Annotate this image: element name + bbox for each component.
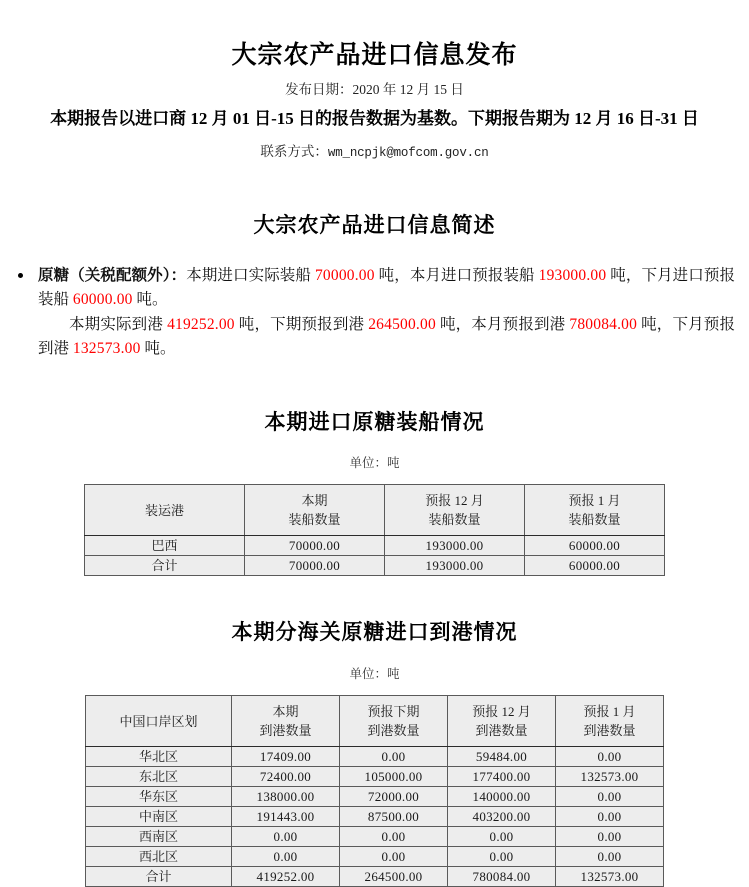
p1-text-4: 吨。	[132, 291, 168, 308]
table-header-row	[85, 485, 665, 536]
table-row	[86, 827, 664, 847]
table-cell-value: 70000.00	[245, 556, 385, 576]
report-period-note: 本期报告以进口商 12 月 01 日-15 日的报告数据为基数。下期报告期为 12 月 16 日-31 日	[50, 109, 699, 128]
publish-date: 发布日期：2020 年 12 月 15 日	[285, 82, 464, 97]
header-line-1: 预报 12 月	[425, 493, 484, 508]
p2-text-5: 吨。	[140, 340, 176, 357]
bullet-dot-icon	[18, 273, 23, 278]
table-row	[85, 556, 665, 576]
table-cell-value: 0.00	[556, 847, 664, 867]
month-forecast-arrival-value: 780084.00	[569, 316, 638, 333]
table-cell-value: 193000.00	[385, 536, 525, 556]
table-cell-value: 17409.00	[232, 747, 340, 767]
table-cell-value: 70000.00	[245, 536, 385, 556]
table-cell-value: 0.00	[340, 847, 448, 867]
row-label: 巴西	[85, 536, 245, 556]
table-cell-value: 403200.00	[448, 807, 556, 827]
header-line-2: 装船数量	[428, 512, 481, 527]
header-line-2: 装船数量	[568, 512, 621, 527]
row-label-total: 合计	[86, 867, 232, 887]
table-cell-value: 264500.00	[340, 867, 448, 887]
table-cell-value: 72400.00	[232, 767, 340, 787]
row-label: 东北区	[86, 767, 232, 787]
commodity-label: 原糖（关税配额外）：	[38, 267, 187, 284]
column-header	[245, 485, 385, 536]
p2-text-2: 吨，下期预报到港	[234, 316, 369, 333]
header-line-1: 预报 1 月	[583, 704, 636, 719]
table-row	[86, 747, 664, 767]
table-cell-value: 0.00	[448, 847, 556, 867]
contact-label: 联系方式：	[260, 144, 328, 159]
month-forecast-shipment-value: 193000.00	[538, 267, 607, 284]
shipment-heading: 本期进口原糖装船情况	[264, 410, 485, 434]
table-cell-value: 87500.00	[340, 807, 448, 827]
column-header	[385, 485, 525, 536]
arrival-table	[85, 695, 664, 887]
next-month-forecast-shipment-value: 60000.00	[72, 291, 133, 308]
table-cell-value: 177400.00	[448, 767, 556, 787]
summary-bullet-item	[0, 264, 749, 361]
arrival-heading: 本期分海关原糖进口到港情况	[231, 620, 518, 644]
contact-line	[0, 130, 749, 162]
row-label: 华东区	[86, 787, 232, 807]
contact-email: wm_ncpjk@mofcom.gov.cn	[327, 146, 489, 160]
shipment-section	[0, 361, 749, 576]
summary-heading: 大宗农产品进口信息简述	[253, 213, 496, 237]
row-label: 西北区	[86, 847, 232, 867]
header-line-2: 到港数量	[475, 723, 528, 738]
column-header	[525, 485, 665, 536]
table-row	[86, 767, 664, 787]
table-cell-value: 105000.00	[340, 767, 448, 787]
table-cell-value: 132573.00	[556, 767, 664, 787]
next-month-forecast-arrival-value: 132573.00	[72, 340, 141, 357]
table-cell-value: 60000.00	[525, 556, 665, 576]
arrival-unit-caption: 单位：吨	[349, 667, 400, 681]
summary-paragraph-1	[38, 264, 735, 312]
table-row	[86, 847, 664, 867]
table-cell-value: 419252.00	[232, 867, 340, 887]
header-line-2: 到港数量	[583, 723, 636, 738]
table-cell-value: 0.00	[556, 827, 664, 847]
header-line-1: 装运港	[144, 502, 184, 518]
p1-text-2: 吨，本月进口预报装船	[374, 267, 539, 284]
table-cell-value: 0.00	[232, 827, 340, 847]
p1-text-1: 本期进口实际装船	[186, 267, 315, 284]
header-line-2: 到港数量	[259, 723, 312, 738]
table-header-row	[86, 696, 664, 747]
table-cell-value: 0.00	[556, 787, 664, 807]
actual-shipment-value: 70000.00	[314, 267, 375, 284]
row-label: 华北区	[86, 747, 232, 767]
p2-text-3: 吨，本月预报到港	[435, 316, 570, 333]
header-line-1: 本期	[301, 493, 328, 508]
header-line-1: 预报下期	[367, 704, 420, 719]
column-header	[340, 696, 448, 747]
p1-text-3: 吨，下月进口预报装船	[38, 267, 735, 308]
arrival-section	[0, 576, 749, 887]
shipment-table-body	[85, 536, 665, 576]
column-header	[232, 696, 340, 747]
table-cell-value: 0.00	[340, 827, 448, 847]
table-cell-value: 72000.00	[340, 787, 448, 807]
arrival-table-body	[86, 747, 664, 887]
header-line-1: 本期	[272, 704, 299, 719]
header-line-2: 到港数量	[367, 723, 420, 738]
shipment-table	[84, 484, 665, 576]
column-header	[448, 696, 556, 747]
table-row	[86, 807, 664, 827]
p2-text-4: 吨，下月预报到港	[38, 316, 735, 357]
table-cell-value: 138000.00	[232, 787, 340, 807]
row-label: 西南区	[86, 827, 232, 847]
p2-text-1: 本期实际到港	[69, 316, 168, 333]
table-cell-value: 132573.00	[556, 867, 664, 887]
table-cell-value: 0.00	[556, 807, 664, 827]
column-header	[556, 696, 664, 747]
shipment-unit-caption: 单位：吨	[349, 456, 400, 470]
row-label: 中南区	[86, 807, 232, 827]
table-cell-value: 780084.00	[448, 867, 556, 887]
table-cell-value: 0.00	[232, 847, 340, 867]
actual-arrival-value: 419252.00	[167, 316, 235, 333]
column-header	[86, 696, 232, 747]
table-row	[85, 536, 665, 556]
summary-paragraph-2	[38, 313, 735, 361]
row-label-total: 合计	[85, 556, 245, 576]
table-row	[86, 787, 664, 807]
header-line-2: 装船数量	[288, 512, 341, 527]
table-cell-value: 0.00	[448, 827, 556, 847]
header-line-1: 预报 1 月	[568, 493, 621, 508]
table-cell-value: 59484.00	[448, 747, 556, 767]
column-header	[85, 485, 245, 536]
table-cell-value: 140000.00	[448, 787, 556, 807]
table-cell-value: 191443.00	[232, 807, 340, 827]
document-title: 大宗农产品进口信息发布	[231, 42, 518, 69]
table-cell-value: 193000.00	[385, 556, 525, 576]
header-line-1: 预报 12 月	[472, 704, 531, 719]
table-cell-value: 0.00	[556, 747, 664, 767]
table-row	[86, 867, 664, 887]
header-line-1: 中国口岸区划	[119, 713, 198, 729]
next-period-forecast-arrival-value: 264500.00	[368, 316, 436, 333]
table-cell-value: 60000.00	[525, 536, 665, 556]
summary-block	[0, 238, 749, 361]
table-cell-value: 0.00	[340, 747, 448, 767]
